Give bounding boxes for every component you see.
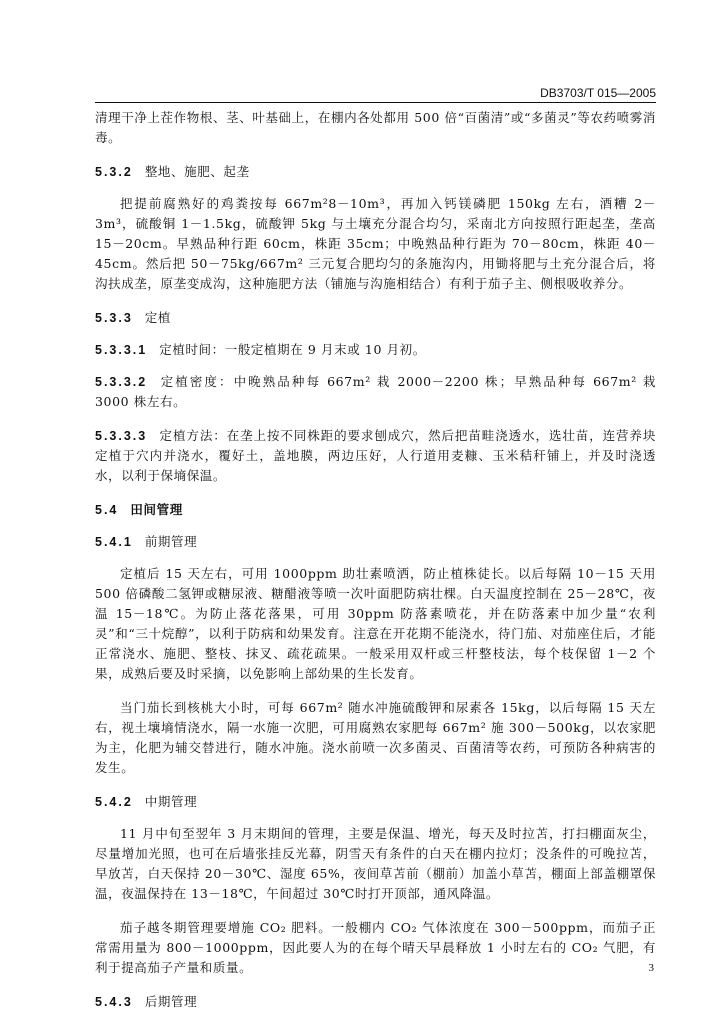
paragraph-mid-management: 11 月中旬至翌年 3 月末期间的管理，主要是保温、增光，每天及时拉苫，打扫棚面灰尘，尽量增加光照，也可在后墙张挂反光幕，阴雪天有条件的白天在棚内拉灯；没条件的可晚拉苫，早放苫，白天保持 20－30℃、湿度 65%，夜间草苫前（棚前）加盖小草苫，棚面上部盖棚罩保温，夜温保持在 13－18℃，午间超过 30℃时打开顶部，通风降温。 (95, 826, 656, 901)
paragraph-planting-density: 5.3.3.2 定植密度：中晚熟品种每 667m² 栽 2000－2200 株；早熟品种每 667m² 栽 3000 株左右。 (95, 374, 656, 409)
page-number: 3 (648, 962, 654, 974)
paragraph-early-fertilizing: 当门茄长到核桃大小时，可每 667m² 随水冲施硫酸钾和尿素各 15kg，以后每隔 15 天左右，视土壤墒情浇水，隔一水施一次肥，可用腐熟农家肥每 667m² 施 300－500kg，以农家肥为主，化肥为辅交替进行，随水冲施。浇水前喷一次多菌灵、百菌清等农药，可预防各种病害的发生。 (95, 700, 656, 775)
section-heading-5-4-1: 5.4.1 前期管理 (95, 534, 198, 549)
standard-code: DB3703/T 015—2005 (540, 86, 656, 100)
section-heading-5-4: 5.4 田间管理 (95, 502, 183, 517)
header-divider (95, 102, 656, 103)
paragraph-disinfection: 清理干净上茬作物根、茎、叶基础上，在棚内各处都用 500 倍“百菌清”或“多菌灵”等农药喷雾消毒。 (95, 110, 656, 145)
document-body (95, 108, 656, 1024)
section-heading-5-4-2: 5.4.2 中期管理 (95, 794, 198, 809)
section-heading-5-3-2: 5.3.2 整地、施肥、起垄 (95, 164, 250, 179)
section-heading-5-3-3: 5.3.3 定植 (95, 310, 172, 325)
paragraph-early-management: 定植后 15 天左右，可用 1000ppm 助壮素喷洒，防止植株徒长。以后每隔 10－15 天用 500 倍磷酸二氢钾或糖尿液、糖醋液等喷一次叶面肥防病壮棵。白天温度控制在 25－28℃，夜温 15－18℃。为防止落花落果，可用 30ppm 防落素喷花，并在防落素中加少量“农利灵”和“三十烷醇”，以利于防病和幼果发育。注意在开花期不能浇水，待门茄、对茄座住后，才能正常浇水、施肥、整枝、抹叉、疏花疏果。一般采用双杆或三杆整枝法，每个枝保留 1－2 个果，成熟后要及时采摘，以免影响上部幼果的生长发育。 (95, 566, 656, 681)
paragraph-co2-fertilizer: 茄子越冬期管理要增施 CO₂ 肥料。一般棚内 CO₂ 气体浓度在 300－500ppm，而茄子正常需用量为 800－1000ppm，因此要人为的在每个晴天早晨释放 1 小时左右的 CO₂ 气肥，有利于提高茄子产量和质量。 (95, 920, 656, 975)
paragraph-fertilizing: 把提前腐熟好的鸡粪按每 667m²8－10m³，再加入钙镁磷肥 150kg 左右，酒糟 2－3m³，硫酸铜 1－1.5kg，硫酸钾 5kg 与土壤充分混合均匀，采南北方向按照行距起垄，垄高 15－20cm。早熟品种行距 60cm，株距 35cm；中晚熟品种行距为 70－80cm，株距 40－45cm。然后把 50－75kg/667m² 三元复合肥均匀的条施沟内，用锄将肥与土充分混合后，将沟扶成垄，原垄变成沟，这种施肥方法（铺施与沟施相结合）有利于茄子主、侧根吸收养分。 (95, 196, 656, 291)
paragraph-planting-method: 5.3.3.3 定植方法：在垄上按不同株距的要求刨成穴，然后把苗畦浇透水，选壮苗，连营养块定植于穴内并浇水，覆好土，盖地膜，两边压好，人行道用麦糠、玉米秸秆铺上，并及时浇透水，以利于保墒保温。 (95, 428, 656, 483)
section-heading-5-3-3-1: 5.3.3.1 定植时间：一般定植期在 9 月末或 10 月初。 (95, 342, 426, 357)
section-heading-5-4-3: 5.4.3 后期管理 (95, 994, 198, 1009)
